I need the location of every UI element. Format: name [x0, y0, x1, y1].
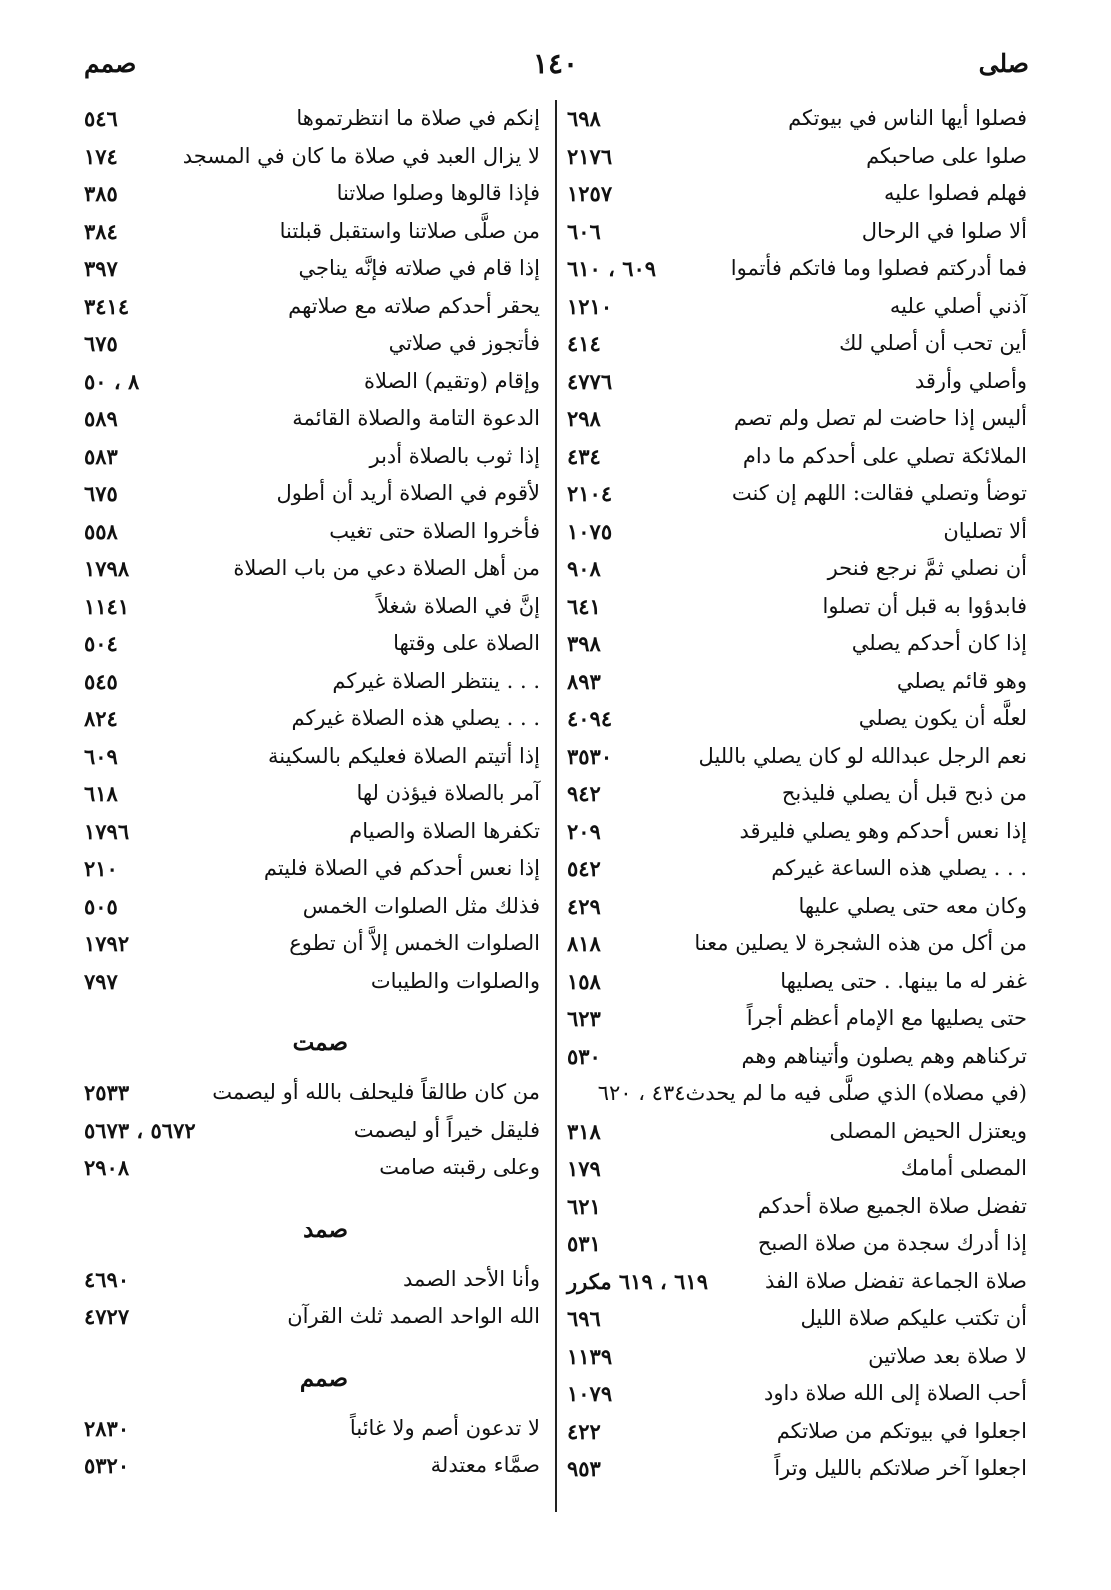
entry-text: . . . يصلي هذه الساعة غيركم — [771, 856, 1027, 880]
entry-text: آمر بالصلاة فيؤذن لها — [356, 781, 540, 805]
index-entry — [84, 963, 540, 1001]
entry-text: إذا كان أحدكم يصلي — [851, 631, 1027, 655]
index-entry — [84, 775, 540, 813]
entry-text: فابدؤوا به قبل أن تصلوا — [822, 593, 1027, 618]
left-column — [84, 100, 540, 1512]
entry-reference-number: ٤٦٩٠ — [84, 1266, 130, 1292]
entry-text: وإقام (وتقيم) الصلاة — [363, 368, 540, 393]
entry-reference-number: ٥٨٣ — [84, 443, 118, 469]
entry-reference-number: ١١٣٩ — [567, 1343, 613, 1369]
entry-text: وأصلي وأرقد — [914, 368, 1027, 393]
index-entry — [567, 1150, 1027, 1188]
index-entry — [84, 625, 540, 663]
entry-text: الصلاة على وقتها — [393, 631, 540, 655]
entry-text: اجعلوا في بيوتكم من صلاتكم — [776, 1418, 1027, 1443]
entry-text: وهو قائم يصلي — [896, 668, 1027, 693]
entry-text: الصلوات الخمس إلاَّ أن تطوع — [289, 931, 540, 955]
entry-reference-number: ٢٩٨ — [567, 406, 601, 431]
entry-text: من كان طالقاً فليحلف بالله أو ليصمت — [212, 1080, 540, 1104]
entry-text: إذا أتيتم الصلاة فعليكم بالسكينة — [268, 743, 540, 768]
right-column — [567, 100, 1027, 1512]
entry-reference-number: ٥٣١ — [567, 1231, 601, 1256]
index-entry — [567, 438, 1027, 476]
entry-text: ألا صلوا في الرحال — [861, 218, 1027, 243]
index-entry — [84, 888, 540, 926]
index-entry — [84, 100, 540, 138]
entry-reference-number: ٦٩٦ — [567, 1306, 601, 1331]
index-entry — [567, 363, 1027, 401]
entry-reference-number: ٣٥٣٠ — [567, 743, 613, 769]
entry-text: لا صلاة بعد صلاتين — [868, 1343, 1027, 1368]
section-heading: صمم — [299, 1364, 348, 1392]
index-entry — [84, 175, 540, 213]
index-entry — [567, 250, 1027, 288]
entry-text: وأنا الأحد الصمد — [403, 1266, 540, 1291]
index-entry — [84, 925, 540, 963]
entry-text: وكان معه حتى يصلي عليها — [798, 893, 1027, 918]
entry-reference-number: ٣٨٥ — [84, 181, 118, 206]
entry-text: من أكل من هذه الشجرة لا يصلين معنا — [694, 931, 1027, 955]
index-entry — [84, 1261, 540, 1299]
entry-reference-number: ٣٩٧ — [84, 256, 118, 281]
index-entry — [567, 1413, 1027, 1451]
entry-reference-number: ٥٠٤ — [84, 631, 118, 656]
entry-text: المصلى أمامك — [900, 1156, 1027, 1180]
index-entry — [84, 588, 540, 626]
index-entry — [567, 1300, 1027, 1338]
section-heading: صمد — [303, 1215, 348, 1243]
entry-reference-number: ٤١٤ — [567, 331, 601, 356]
entry-reference-number: ٦٢١ — [567, 1193, 601, 1219]
entry-reference-number: ٢٨٣٠ — [84, 1415, 130, 1441]
entry-reference-number: ٥٤٥ — [84, 668, 118, 694]
entry-reference-number: ٩٥٣ — [567, 1456, 601, 1481]
entry-text: فأتجوز في صلاتي — [388, 331, 540, 355]
entry-reference-number: ٦٤١ — [567, 593, 601, 619]
entry-reference-number: ٤٢٢ — [567, 1418, 601, 1444]
entry-text: حتى يصليها مع الإمام أعظم أجراً — [746, 1006, 1027, 1030]
entry-text: اجعلوا آخر صلاتكم بالليل وتراً — [774, 1456, 1027, 1480]
entry-text: لا تدعون أصم ولا غائباً — [349, 1415, 540, 1440]
entry-reference-number: ٦٠٩ ، ٦١٠ — [567, 256, 657, 281]
index-entry — [567, 700, 1027, 738]
section-heading-row — [84, 1187, 540, 1261]
index-entry — [84, 1112, 540, 1150]
index-entry — [567, 775, 1027, 813]
index-entry — [567, 475, 1027, 513]
entry-text: . . . يصلي هذه الصلاة غيركم — [291, 706, 540, 730]
entry-reference-number: ٥٣٢٠ — [84, 1453, 130, 1478]
index-entry — [567, 400, 1027, 438]
entry-reference-number: ٢٠٩ — [567, 818, 601, 844]
index-entry — [567, 1075, 1027, 1113]
entry-text: فذلك مثل الصلوات الخمس — [302, 893, 540, 918]
entry-text: أليس إذا حاضت لم تصل ولم تصم — [733, 406, 1027, 430]
index-entry — [567, 1000, 1027, 1038]
entry-reference-number: ٦٧٥ — [84, 331, 118, 356]
index-entry — [84, 550, 540, 588]
entry-reference-number: ٢٥٣٣ — [84, 1080, 130, 1105]
entry-text: أحب الصلاة إلى الله صلاة داود — [763, 1381, 1027, 1405]
entry-text: نعم الرجل عبدالله لو كان يصلي بالليل — [698, 743, 1027, 768]
entry-reference-number: ٢١٠٤ — [567, 481, 613, 506]
section-heading: صمت — [292, 1029, 348, 1056]
index-entry — [567, 100, 1027, 138]
entry-reference-number: ٥٤٢ — [567, 856, 601, 881]
entry-reference-number: ٧٩٧ — [84, 968, 118, 994]
entry-reference-number: ٨٢٤ — [84, 706, 118, 731]
index-entry — [84, 1410, 540, 1448]
entry-reference-number: ٨١٨ — [567, 931, 601, 956]
column-divider — [555, 100, 557, 1512]
header-root-word: صلى — [978, 49, 1029, 78]
index-entry — [567, 663, 1027, 701]
entry-text: من أهل الصلاة دعي من باب الصلاة — [233, 556, 540, 580]
index-entry — [84, 400, 540, 438]
entry-text: الملائكة تصلي على أحدكم ما دام — [742, 443, 1027, 468]
entry-text: تكفرها الصلاة والصيام — [349, 818, 540, 843]
index-entry — [84, 1149, 540, 1187]
index-entry — [567, 1225, 1027, 1263]
index-entry — [567, 513, 1027, 551]
entry-text: تفضل صلاة الجميع صلاة أحدكم — [757, 1193, 1027, 1218]
entry-text: من ذبح قبل أن يصلي فليذبح — [781, 781, 1027, 805]
index-entry — [84, 363, 540, 401]
entry-reference-number: ٥٥٨ — [84, 518, 118, 544]
entry-text: والصلوات والطيبات — [370, 968, 540, 993]
header-last-root-word: صمم — [84, 49, 137, 78]
index-entry — [84, 1074, 540, 1112]
entry-reference-number: ١٧٤ — [84, 143, 118, 169]
entry-text: فهلم فصلوا عليه — [884, 181, 1027, 205]
entry-text: صلاة الجماعة تفضل صلاة الفذ — [764, 1268, 1027, 1293]
index-entry — [567, 588, 1027, 626]
index-entry — [84, 738, 540, 776]
entry-reference-number: ٦١٨ — [84, 781, 118, 806]
entry-reference-number: ٨٩٣ — [567, 668, 601, 694]
entry-text: أن تكتب عليكم صلاة الليل — [800, 1306, 1027, 1330]
entry-reference-number: ٢١٠ — [84, 856, 118, 881]
entry-text: إذا نعس أحدكم في الصلاة فليتم — [263, 856, 540, 880]
index-entry — [567, 1450, 1027, 1488]
entry-text: تركناهم وهم يصلون وأتيناهم وهم — [741, 1043, 1027, 1068]
index-entry — [567, 1263, 1027, 1301]
section-heading-row — [84, 1000, 540, 1074]
entry-text: صلوا على صاحبكم — [866, 143, 1027, 168]
index-entry — [84, 325, 540, 363]
entry-reference-number: ٤٧٧٦ — [567, 368, 613, 394]
index-entry — [84, 250, 540, 288]
entry-text: آذني أصلي عليه — [889, 293, 1027, 318]
entry-reference-number: ١٧٩ — [567, 1156, 601, 1181]
index-entry — [567, 963, 1027, 1001]
entry-reference-number: ٦١٩ ، ٦١٩ مكرر — [567, 1268, 708, 1294]
entry-text: لا يزال العبد في صلاة ما كان في المسجد — [182, 143, 540, 168]
index-entry — [567, 288, 1027, 326]
entry-text: فإذا قالوها وصلوا صلاتنا — [336, 181, 540, 205]
entry-text: الدعوة التامة والصلاة القائمة — [292, 406, 540, 430]
entry-reference-number: ٥٤٦ — [84, 106, 118, 131]
entry-reference-number: ١٧٩٢ — [84, 931, 130, 956]
index-entry — [84, 813, 540, 851]
entry-reference-number: ١١٤١ — [84, 593, 130, 619]
entry-reference-number: ٤٢٩ — [567, 893, 601, 919]
entry-text: . . . ينتظر الصلاة غيركم — [332, 668, 540, 693]
index-entry — [84, 438, 540, 476]
index-entry — [84, 850, 540, 888]
index-entry — [84, 513, 540, 551]
index-entry — [84, 1298, 540, 1336]
index-entry — [567, 1113, 1027, 1151]
entry-text: لعلَّه أن يكون يصلي — [858, 706, 1027, 730]
entry-text: إذا نعس أحدكم وهو يصلي فليرقد — [739, 818, 1027, 843]
entry-reference-number: ٣٤١٤ — [84, 293, 130, 319]
entry-reference-number: ٦٠٦ — [567, 218, 601, 244]
entry-reference-number: ١٢٥٧ — [567, 181, 613, 206]
section-heading-row — [84, 1336, 540, 1410]
page-number: ١٤٠ — [532, 47, 579, 80]
entry-reference-number: ٩٤٢ — [567, 781, 601, 806]
entry-text: ألا تصليان — [943, 518, 1027, 543]
entry-reference-number: ٤٧٢٧ — [84, 1304, 130, 1329]
index-entry — [567, 325, 1027, 363]
entry-reference-number: ٥٨٩ — [84, 406, 118, 431]
index-entry — [567, 213, 1027, 251]
entry-text: إنكم في صلاة ما انتظرتموها — [296, 106, 540, 130]
entry-text: فما أدركتم فصلوا وما فاتكم فأتموا — [730, 256, 1027, 280]
index-entry — [567, 888, 1027, 926]
entry-reference-number: ٢٩٠٨ — [84, 1155, 130, 1180]
entry-reference-number: ٨ ، ٥٠ — [84, 368, 140, 394]
index-entry — [84, 138, 540, 176]
index-entry — [567, 1188, 1027, 1226]
entry-text: إذا ثوب بالصلاة أدبر — [369, 443, 540, 468]
entry-text: (في مصلاه) الذي صلَّى فيه ما لم يحدث٤٣٤ ، ٦٢٠ — [597, 1081, 1027, 1105]
index-entry — [84, 1447, 540, 1485]
entry-reference-number: ٥٣٠ — [567, 1043, 601, 1069]
index-entry — [84, 475, 540, 513]
index-entry — [567, 1038, 1027, 1076]
entry-reference-number: ١٠٧٩ — [567, 1381, 613, 1406]
entry-text: يحقر أحدكم صلاته مع صلاتهم — [288, 293, 540, 318]
entry-text: ويعتزل الحيض المصلى — [829, 1118, 1027, 1143]
entry-reference-number: ٤٣٤ — [567, 443, 601, 469]
index-entry — [84, 288, 540, 326]
entry-reference-number: ٥٦٧٢ ، ٥٦٧٣ — [84, 1117, 196, 1143]
entry-text: لأقوم في الصلاة أريد أن أطول — [276, 481, 540, 505]
index-entry — [84, 213, 540, 251]
index-entry — [567, 1338, 1027, 1376]
index-entry — [567, 1375, 1027, 1413]
index-entry — [567, 175, 1027, 213]
entry-text: من صلَّى صلاتنا واستقبل قبلتنا — [279, 218, 540, 243]
entry-reference-number: ٦٠٩ — [84, 743, 118, 769]
index-entry — [84, 663, 540, 701]
index-entry — [84, 700, 540, 738]
entry-reference-number: ٥٠٥ — [84, 893, 118, 919]
entry-reference-number: ١٢١٠ — [567, 293, 613, 319]
entry-text: وعلى رقبته صامت — [379, 1155, 540, 1179]
entry-reference-number: ٣٩٨ — [567, 631, 601, 656]
entry-text: إذا أدرك سجدة من صلاة الصبح — [757, 1231, 1027, 1255]
entry-reference-number: ٤٠٩٤ — [567, 706, 613, 731]
index-entry — [567, 813, 1027, 851]
entry-text: إنَّ في الصلاة شغلاً — [376, 593, 540, 618]
entry-text: إذا قام في صلاته فإنَّه يناجي — [298, 256, 540, 280]
entry-text: فصلوا أيها الناس في بيوتكم — [788, 106, 1027, 130]
entry-reference-number: ٣١٨ — [567, 1118, 601, 1144]
index-entry — [567, 738, 1027, 776]
entry-reference-number: ٢١٧٦ — [567, 143, 613, 169]
index-entry — [567, 625, 1027, 663]
entry-reference-number: ٩٠٨ — [567, 556, 601, 581]
entry-text: غفر له ما بينها. . حتى يصليها — [780, 968, 1027, 993]
entry-text: أين تحب أن أصلي لك — [839, 331, 1027, 355]
entry-reference-number: ١٧٩٨ — [84, 556, 130, 581]
entry-text: فليقل خيراً أو ليصمت — [353, 1117, 540, 1142]
entry-reference-number: ١٠٧٥ — [567, 518, 613, 544]
entry-reference-number: ٦٢٣ — [567, 1006, 601, 1031]
index-entry — [567, 925, 1027, 963]
entry-text: توضأ وتصلي فقالت: اللهم إن كنت — [731, 481, 1027, 505]
entry-reference-number: ١٧٩٦ — [84, 818, 130, 844]
entry-reference-number: ٦٧٥ — [84, 481, 118, 506]
index-entry — [567, 850, 1027, 888]
entry-reference-number: ٦٩٨ — [567, 106, 601, 131]
entry-text: أن نصلي ثمَّ نرجع فنحر — [827, 556, 1027, 580]
entry-reference-number: ٣٨٤ — [84, 218, 118, 244]
entry-reference-number: ١٥٨ — [567, 968, 601, 994]
entry-text: الله الواحد الصمد ثلث القرآن — [287, 1304, 540, 1328]
entry-text: فأخروا الصلاة حتى تغيب — [329, 518, 540, 543]
entry-text: صمَّاء معتدلة — [430, 1453, 540, 1477]
index-entry — [567, 138, 1027, 176]
index-entry — [567, 550, 1027, 588]
